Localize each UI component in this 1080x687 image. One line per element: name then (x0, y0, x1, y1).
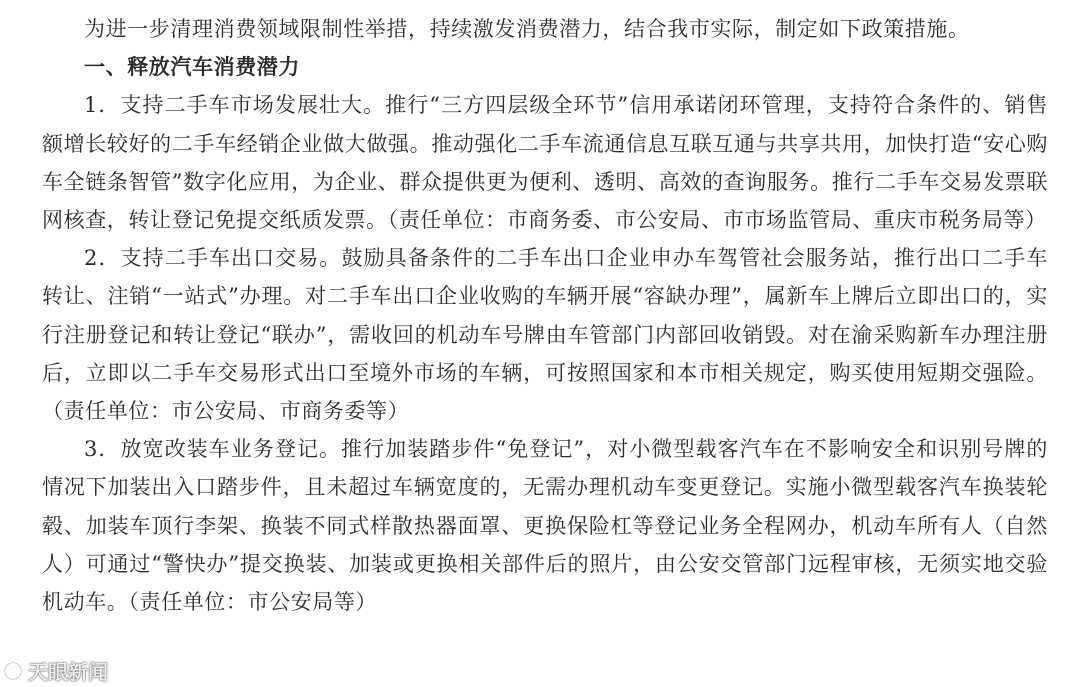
document-body (42, 10, 1048, 621)
watermark (2, 656, 108, 685)
intro-paragraph: 为进一步清理消费领域限制性举措，持续激发消费潜力，结合我市实际，制定如下政策措施。 (84, 17, 970, 41)
policy-item-3: 3．放宽改装车业务登记。推行加装踏步件“免登记”，对小微型载客汽车在不影响安全和识别号牌的情况下加装出入口踏步件，且未超过车辆宽度的，无需办理机动车变更登记。实施小微型载客汽车换装轮毂、加装车顶行李架、换装不同式样散热器面罩、更换保险杠等登记业务全程网办，机动车所有人（自然人）可通过“警快办”提交换装、加装或更换相关部件后的照片，由公安交管部门远程审核，无须实地交验机动车。（责任单位：市公安局等） (42, 437, 1048, 615)
policy-item-2: 2．支持二手车出口交易。鼓励具备条件的二手车出口企业申办车驾管社会服务站，推行出口二手车转让、注销“一站式”办理。对二手车出口企业收购的车辆开展“容缺办理”，属新车上牌后立即出口的，实行注册登记和转让登记“联办”，需收回的机动车号牌由车管部门内部回收销毁。对在渝采购新车办理注册后，立即以二手车交易形式出口至境外市场的车辆，可按照国家和本市相关规定，购买使用短期交强险。（责任单位：市公安局、市商务委等） (42, 246, 1048, 424)
policy-item-1: 1．支持二手车市场发展壮大。推行“三方四层级全环节”信用承诺闭环管理，支持符合条件的、销售额增长较好的二手车经销企业做大做强。推动强化二手车流通信息互联互通与共享共用，加快打造“安心购车全链条智管”数字化应用，为企业、群众提供更为便利、透明、高效的查询服务。推行二手车交易发票联网核查，转让登记免提交纸质发票。（责任单位：市商务委、市公安局、市市场监管局、重庆市税务局等） (42, 93, 1048, 233)
watermark-text: 天眼新闻 (28, 660, 108, 684)
section-heading: 一、释放汽车消费潜力 (84, 54, 300, 80)
watermark-logo-icon (2, 660, 24, 682)
